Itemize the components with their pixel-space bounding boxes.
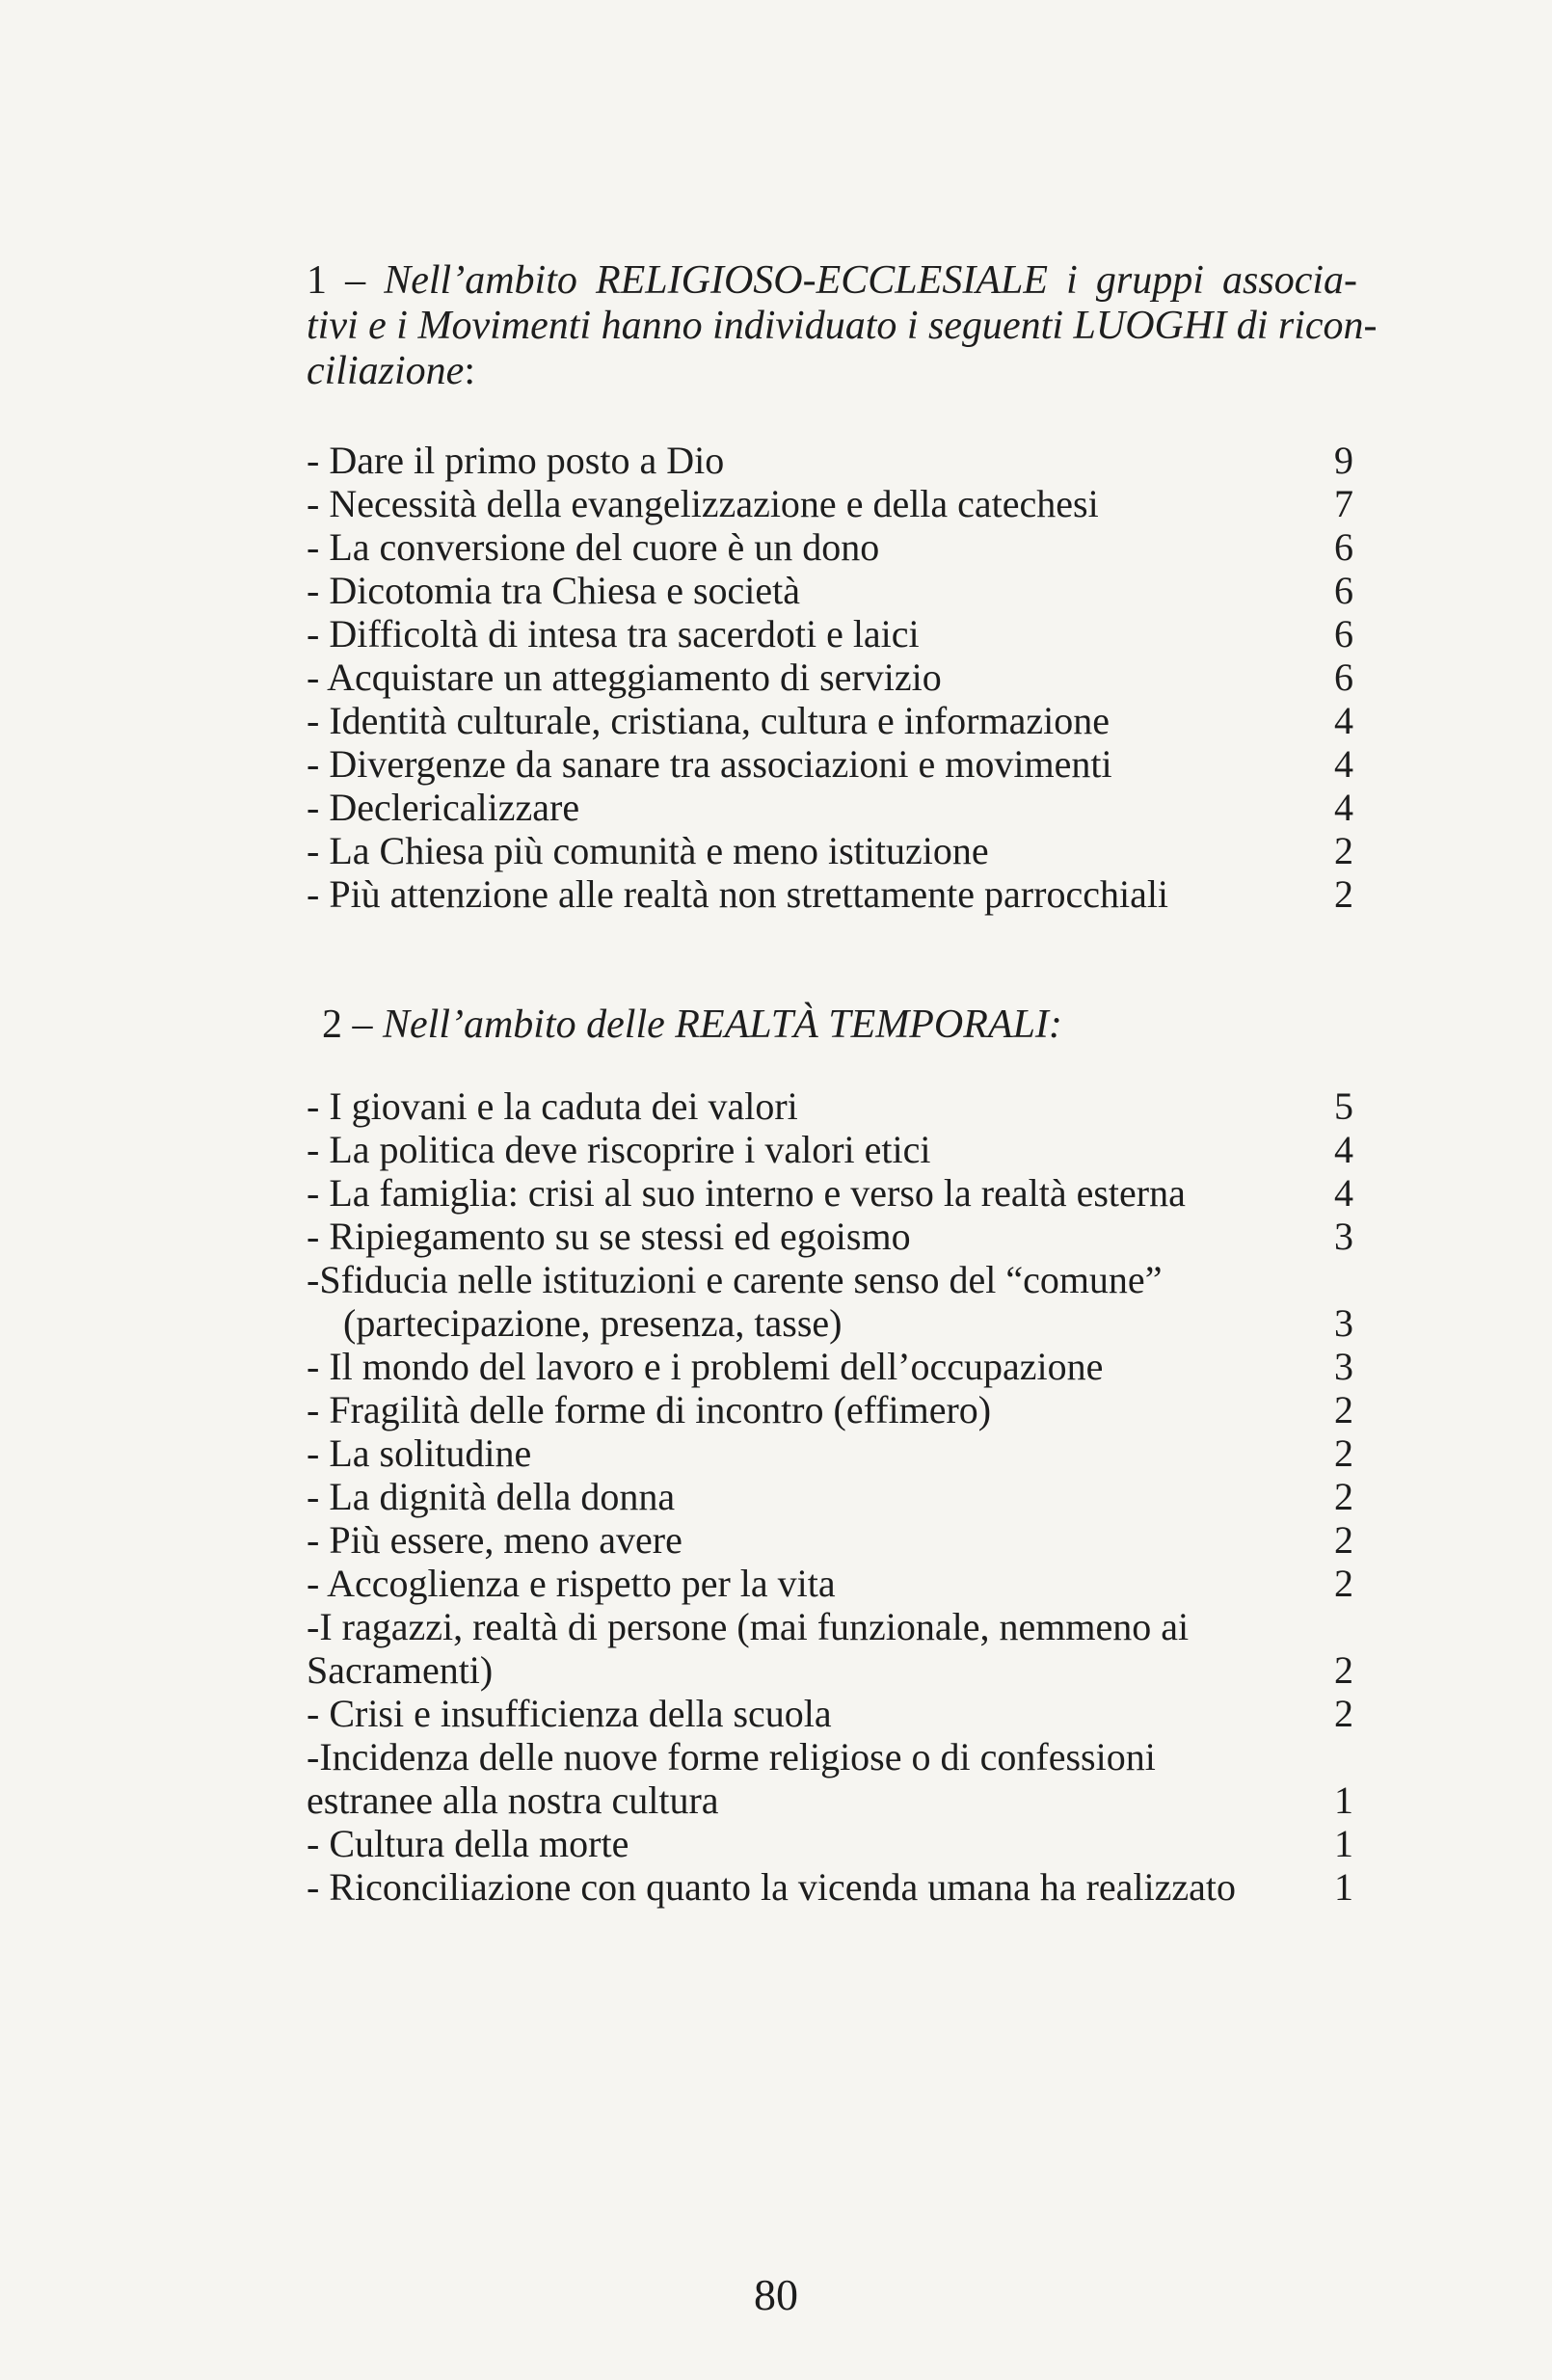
item-count: 3 — [1334, 1301, 1353, 1345]
item-label: - La politica deve riscoprire i valori etici — [307, 1128, 931, 1171]
item-count: 2 — [1334, 1562, 1353, 1605]
item-count: 9 — [1334, 439, 1353, 482]
item-count: 2 — [1334, 1431, 1353, 1475]
section2-heading — [322, 1003, 1062, 1048]
item-label: - La dignità della donna — [307, 1475, 676, 1518]
intro-text: tivi e i Movimenti hanno individuato i seguenti LUOGHI di ricon- — [307, 304, 1378, 348]
item-label: - Divergenze da sanare tra associazioni e movimenti — [307, 742, 1112, 786]
item-label: - La famiglia: crisi al suo interno e verso la realtà esterna — [307, 1171, 1186, 1215]
item-count: 6 — [1334, 525, 1353, 569]
list-item — [307, 742, 1353, 786]
item-label: - Più attenzione alle realtà non strettamente parrocchiali — [307, 872, 1169, 916]
item-count: 3 — [1334, 1345, 1353, 1388]
item-label: - Fragilità delle forme di incontro (effimero) — [307, 1388, 992, 1431]
list-item — [307, 872, 1353, 916]
item-count: 7 — [1334, 482, 1353, 525]
list-item — [307, 1084, 1353, 1128]
item-count: 4 — [1334, 1128, 1353, 1171]
item-count: 6 — [1334, 569, 1353, 612]
list-item — [307, 1388, 1353, 1431]
item-count: 6 — [1334, 612, 1353, 655]
list-item — [307, 1692, 1353, 1735]
list-item — [307, 1865, 1353, 1909]
item-count: 4 — [1334, 742, 1353, 786]
section2-number: 2 – — [322, 1003, 383, 1047]
item-label: - I giovani e la caduta dei valori — [307, 1084, 798, 1128]
list-item — [307, 1215, 1353, 1258]
item-label: - Ripiegamento su se stessi ed egoismo — [307, 1215, 911, 1258]
intro-colon: : — [464, 349, 475, 393]
list-item — [307, 829, 1353, 872]
item-label: - Dare il primo posto a Dio — [307, 439, 725, 482]
item-label: Sacramenti) — [307, 1648, 494, 1692]
list-item — [307, 699, 1353, 742]
item-label: estranee alla nostra cultura — [307, 1778, 719, 1822]
list-item — [307, 1822, 1353, 1865]
item-count: 2 — [1334, 872, 1353, 916]
item-label: - Accoglienza e rispetto per la vita — [307, 1562, 836, 1605]
item-label: - Dicotomia tra Chiesa e società — [307, 569, 801, 612]
list-item — [307, 1431, 1353, 1475]
list-item — [307, 439, 1353, 482]
item-count: 4 — [1334, 1171, 1353, 1215]
item-count: 3 — [1334, 1215, 1353, 1258]
list-item — [307, 1475, 1353, 1518]
page-number: 80 — [754, 2270, 798, 2319]
intro-text: ciliazione — [307, 349, 465, 393]
item-count: 2 — [1334, 829, 1353, 872]
section2-title: Nell’ambito delle REALTÀ TEMPORALI: — [383, 1003, 1062, 1047]
list-item — [307, 1778, 1353, 1822]
list-item — [307, 1735, 1353, 1778]
intro-line-2 — [307, 304, 1378, 349]
item-label: - Difficoltà di intesa tra sacerdoti e laici — [307, 612, 920, 655]
item-count: 5 — [1334, 1084, 1353, 1128]
item-label: - Acquistare un atteggiamento di servizio — [307, 655, 942, 699]
item-label: - Identità culturale, cristiana, cultura e informazione — [307, 699, 1110, 742]
list-item — [307, 1258, 1353, 1301]
item-label: - Riconciliazione con quanto la vicenda umana ha realizzato — [307, 1865, 1237, 1909]
item-count: 1 — [1334, 1778, 1353, 1822]
item-label: - Il mondo del lavoro e i problemi dell’occupazione — [307, 1345, 1104, 1388]
item-count: 2 — [1334, 1475, 1353, 1518]
list-item — [307, 1171, 1353, 1215]
list-item — [307, 1518, 1353, 1562]
item-count: 2 — [1334, 1518, 1353, 1562]
intro-text: Nell’ambito RELIGIOSO-ECCLESIALE i gruppi associa- — [384, 258, 1357, 303]
list-item — [307, 1128, 1353, 1171]
list-item — [307, 482, 1353, 525]
item-count: 2 — [1334, 1692, 1353, 1735]
item-count: 4 — [1334, 786, 1353, 829]
item-label: -Incidenza delle nuove forme religiose o di confessioni — [307, 1735, 1156, 1778]
item-label: -Sfiducia nelle istituzioni e carente senso del “comune” — [307, 1258, 1163, 1301]
item-count: 2 — [1334, 1648, 1353, 1692]
list-item — [307, 569, 1353, 612]
item-label: - Più essere, meno avere — [307, 1518, 682, 1562]
list-item — [307, 1345, 1353, 1388]
item-count: 6 — [1334, 655, 1353, 699]
list-item — [307, 786, 1353, 829]
item-label: -I ragazzi, realtà di persone (mai funzionale, nemmeno ai — [307, 1605, 1190, 1648]
item-count: 1 — [1334, 1822, 1353, 1865]
list-item — [307, 525, 1353, 569]
item-count: 2 — [1334, 1388, 1353, 1431]
intro-line-1 — [307, 258, 1357, 304]
list-item — [307, 1605, 1353, 1648]
item-label: (partecipazione, presenza, tasse) — [343, 1301, 843, 1345]
item-label: - La Chiesa più comunità e meno istituzione — [307, 829, 989, 872]
section1-list — [307, 439, 1353, 916]
list-item — [307, 1301, 1353, 1345]
item-label: - Crisi e insufficienza della scuola — [307, 1692, 832, 1735]
item-label: - Necessità della evangelizzazione e della catechesi — [307, 482, 1099, 525]
section1-intro — [307, 258, 1378, 394]
item-count: 1 — [1334, 1865, 1353, 1909]
item-label: - La solitudine — [307, 1431, 532, 1475]
item-label: - Declericalizzare — [307, 786, 580, 829]
item-count: 4 — [1334, 699, 1353, 742]
item-label: - Cultura della morte — [307, 1822, 629, 1865]
list-item — [307, 612, 1353, 655]
intro-line-3 — [307, 349, 1357, 394]
intro-number: 1 – — [307, 258, 385, 303]
item-label: - La conversione del cuore è un dono — [307, 525, 880, 569]
list-item — [307, 655, 1353, 699]
section2-list — [307, 1084, 1353, 1909]
list-item — [307, 1648, 1353, 1692]
list-item — [307, 1562, 1353, 1605]
